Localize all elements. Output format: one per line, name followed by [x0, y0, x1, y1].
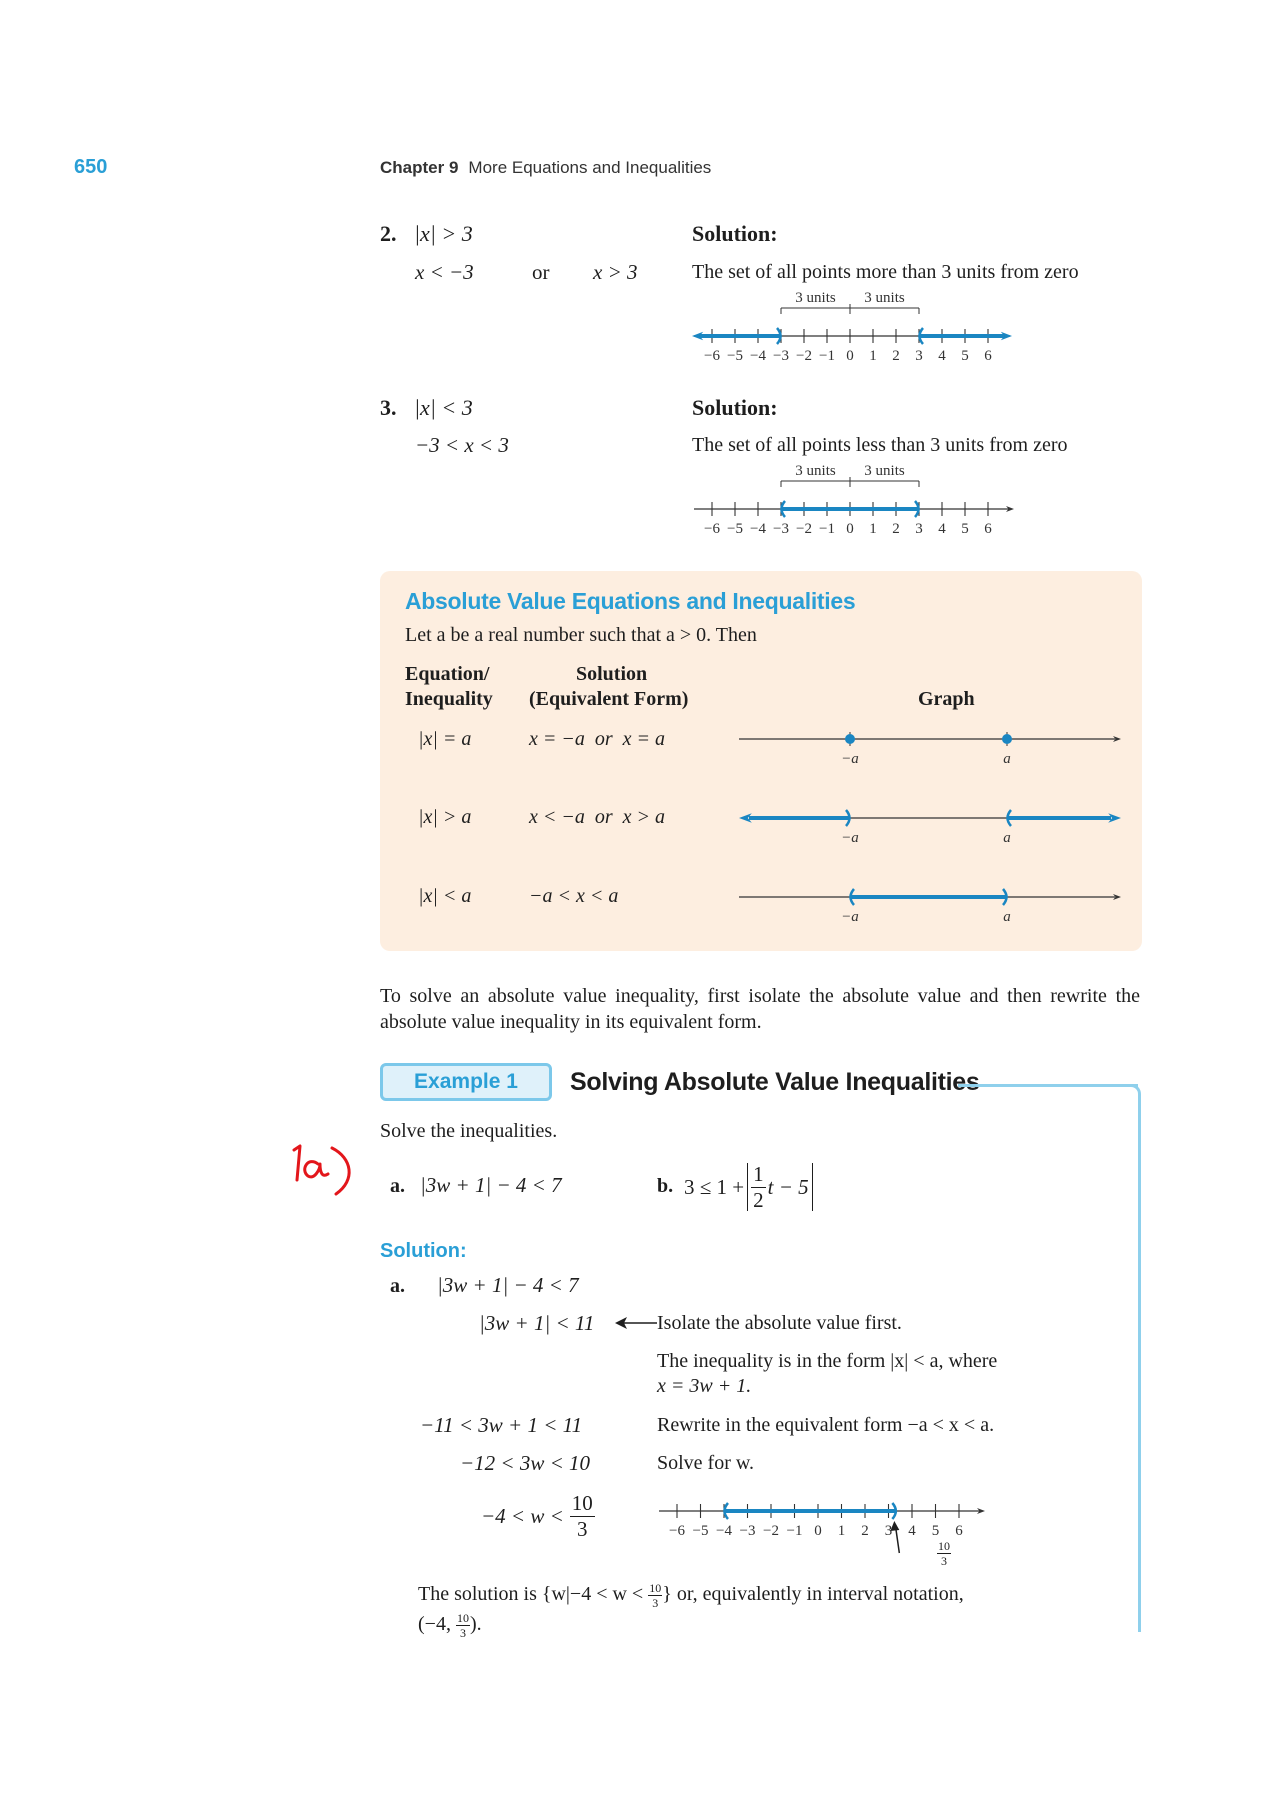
solution-label: Solution: — [380, 1240, 467, 1262]
tick-label: 6 — [984, 521, 992, 537]
part-b-frac-num: 1 — [753, 1161, 764, 1186]
part-b-frac-den: 2 — [753, 1187, 764, 1212]
tick-label: −3 — [773, 521, 789, 537]
problem-3-inequality: |x| < 3 — [414, 395, 473, 420]
summary-box-intro: Let a be a real number such that a > 0. Then — [405, 624, 757, 646]
tick-label: −5 — [692, 1523, 709, 1539]
part-b-abs-right — [812, 1163, 813, 1211]
body-paragraph: To solve an absolute value inequality, first isolate the absolute value and then rewrite the absolute value inequality in its equivalent form. — [380, 985, 1140, 1033]
problem-2-solution-label: Solution: — [692, 221, 778, 246]
label-a: a — [1003, 909, 1011, 925]
steps-label: a. — [390, 1275, 405, 1297]
col-header-inequality: Inequality — [405, 688, 493, 710]
tick-label: −5 — [727, 348, 743, 364]
problem-2-equiv-right: x > 3 — [593, 260, 638, 284]
tick-label: 6 — [955, 1523, 963, 1539]
pointer-num: 10 — [938, 1539, 950, 1553]
row-1-equiv: x = −a or x = a — [529, 728, 666, 750]
example-badge: Example 1 — [380, 1063, 552, 1101]
final-prefix: The solution is {w|−4 < w < — [418, 1583, 644, 1606]
tick-label: 4 — [938, 348, 946, 364]
example-frame-right — [1138, 1094, 1141, 1632]
pointer-label — [937, 1540, 951, 1567]
tick-label: 2 — [861, 1523, 869, 1539]
units-label-left: 3 units — [795, 290, 836, 306]
tick-label: −4 — [750, 521, 766, 537]
col-header-equation: Equation/ — [405, 663, 490, 685]
problem-2-equiv-left: x < −3 — [415, 260, 474, 284]
example-prompt: Solve the inequalities. — [380, 1120, 558, 1142]
final-mid: } or, equivalently in interval notation, — [662, 1583, 964, 1606]
tick-label: −3 — [739, 1523, 756, 1539]
handwritten-annotation — [286, 1140, 366, 1200]
step-2: |3w + 1| < 11 — [479, 1311, 595, 1335]
label-neg-a: −a — [841, 909, 859, 925]
part-a-label: a. — [390, 1175, 405, 1197]
problem-3-number: 3. — [380, 395, 397, 420]
tick-label: −2 — [796, 521, 812, 537]
problem-2-number: 2. — [380, 221, 397, 246]
final-frac-num: 10 — [649, 1581, 662, 1595]
note-4: Rewrite in the equivalent form −a < x < a. — [657, 1414, 995, 1436]
label-neg-a: −a — [841, 751, 859, 767]
final-answer-line-1 — [418, 1582, 1138, 1609]
solution-point-a — [1002, 734, 1012, 744]
tick-label: 5 — [961, 521, 969, 537]
row-3-equiv: −a < x < a — [529, 885, 619, 907]
problem-3-solution-label: Solution: — [692, 395, 778, 420]
problem-3-equiv: −3 < x < 3 — [415, 433, 509, 457]
tick-label: 4 — [908, 1523, 916, 1539]
problem-2-description: The set of all points more than 3 units from zero — [692, 261, 1079, 283]
tick-label: 1 — [869, 521, 877, 537]
tick-label: −2 — [796, 348, 812, 364]
label-a: a — [1003, 830, 1011, 846]
tick-label: 2 — [892, 348, 900, 364]
label-a: a — [1003, 751, 1011, 767]
step-6-left: −4 < w < — [481, 1503, 564, 1528]
problem-3-number-line — [680, 459, 1080, 539]
part-b-label: b. — [657, 1175, 674, 1197]
step-4: −11 < 3w + 1 < 11 — [420, 1413, 583, 1437]
tick-label: 6 — [984, 348, 992, 364]
note-3-line-2: x = 3w + 1. — [657, 1375, 752, 1397]
tick-label: −6 — [669, 1523, 685, 1539]
tick-label: −2 — [763, 1523, 779, 1539]
step-1: |3w + 1| − 4 < 7 — [437, 1273, 579, 1297]
step-6 — [481, 1488, 595, 1544]
tick-label: 0 — [814, 1523, 822, 1539]
note-5: Solve for w. — [657, 1452, 755, 1474]
row-2-equiv: x < −a or x > a — [529, 806, 666, 828]
tick-label: −4 — [716, 1523, 732, 1539]
final-interval-left: (−4, — [418, 1613, 451, 1636]
row-2-graph — [735, 804, 1125, 854]
note-2: Isolate the absolute value first. — [657, 1312, 902, 1334]
tick-label: −5 — [727, 521, 743, 537]
running-head — [380, 158, 711, 178]
col-header-solution: Solution — [576, 663, 648, 685]
part-b-fraction — [751, 1161, 766, 1212]
tick-label: 2 — [892, 521, 900, 537]
tick-label: 0 — [846, 348, 854, 364]
problem-3-description: The set of all points less than 3 units from zero — [692, 434, 1068, 456]
col-header-equivalent-form: (Equivalent Form) — [529, 688, 689, 710]
part-b-rest: t − 5 — [767, 1174, 809, 1199]
part-b-left: 3 ≤ 1 + — [684, 1174, 745, 1199]
tick-label: 3 — [915, 521, 923, 537]
step-6-den: 3 — [577, 1516, 588, 1541]
units-label-right: 3 units — [864, 290, 905, 306]
row-1-expr: |x| = a — [418, 728, 472, 750]
part-a-expression: |3w + 1| − 4 < 7 — [420, 1173, 562, 1197]
tick-label: −1 — [819, 348, 835, 364]
tick-label: 5 — [961, 348, 969, 364]
step-6-num: 10 — [571, 1490, 593, 1515]
problem-2-inequality: |x| > 3 — [414, 221, 473, 246]
tick-label: −6 — [704, 521, 720, 537]
final-frac-den: 3 — [652, 1596, 659, 1610]
example-title: Solving Absolute Value Inequalities — [570, 1068, 980, 1096]
row-2-expr: |x| > a — [418, 806, 472, 828]
chapter-label: Chapter 9 — [380, 158, 459, 177]
tick-label: 3 — [884, 1523, 893, 1539]
final-interval-right: ). — [469, 1613, 482, 1636]
tick-label: 0 — [846, 521, 854, 537]
col-header-graph: Graph — [918, 688, 975, 710]
row-3-graph — [735, 883, 1125, 933]
pointer-den: 3 — [941, 1554, 947, 1568]
tick-label: 4 — [938, 521, 946, 537]
tick-label: −6 — [704, 348, 720, 364]
row-1-graph — [735, 725, 1125, 775]
step-6-fraction — [570, 1490, 595, 1541]
units-label-right: 3 units — [864, 463, 905, 479]
problem-2-number-line — [680, 286, 1080, 366]
tick-label: 5 — [931, 1523, 940, 1539]
tick-label: 3 — [915, 348, 923, 364]
units-label-left: 3 units — [795, 463, 836, 479]
row-3-expr: |x| < a — [418, 885, 472, 907]
tick-label: −3 — [773, 348, 789, 364]
tick-label: −1 — [819, 521, 835, 537]
tick-label: −4 — [750, 348, 766, 364]
tick-label: 1 — [869, 348, 877, 364]
problem-2-or: or — [532, 260, 550, 284]
example-number-line — [645, 1484, 1045, 1564]
tick-label: −1 — [786, 1523, 803, 1539]
label-neg-a: −a — [841, 830, 859, 846]
solution-point-neg-a — [845, 734, 855, 744]
left-arrow-icon — [615, 1315, 657, 1331]
part-b-abs-left — [747, 1163, 748, 1211]
chapter-title: More Equations and Inequalities — [468, 158, 712, 177]
example-frame-top — [958, 1084, 1138, 1087]
page-number: 650 — [74, 156, 108, 178]
summary-box-title: Absolute Value Equations and Inequalities — [405, 588, 856, 614]
part-b-expression — [684, 1160, 816, 1214]
note-3-line-1: The inequality is in the form |x| < a, where — [657, 1350, 998, 1372]
step-5: −12 < 3w < 10 — [460, 1451, 591, 1475]
final-answer-line-2: (−4, $\frac{10}{3}$ ). — [418, 1611, 482, 1640]
tick-label: 1 — [837, 1523, 846, 1539]
